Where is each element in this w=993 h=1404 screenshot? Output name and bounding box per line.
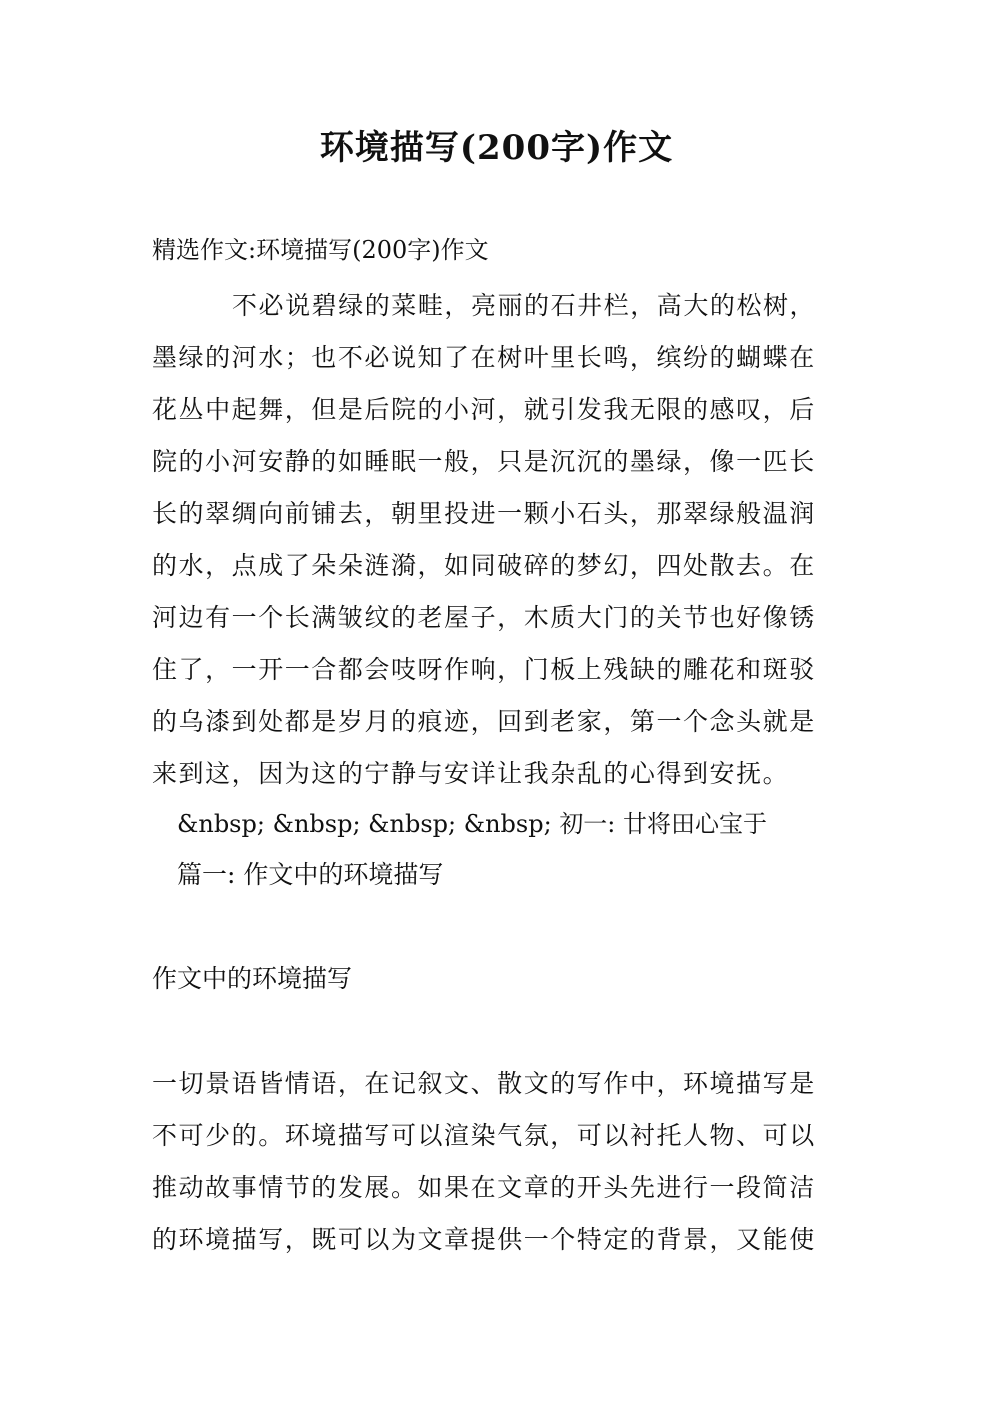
paragraph1-line: 墨绿的河水；也不必说知了在树叶里长鸣，缤纷的蝴蝶在 xyxy=(152,343,816,372)
paragraph1-line: 来到这，因为这的宁静与安详让我杂乱的心得到安抚。 xyxy=(152,759,790,788)
paragraph1-line: 不必说碧绿的菜畦，亮丽的石井栏，高大的松树， xyxy=(232,291,817,320)
section-title: 作文中的环境描写 xyxy=(152,964,353,993)
section-heading: 篇一: 作文中的环境描写 xyxy=(177,860,444,889)
author-line: &nbsp; &nbsp; &nbsp; &nbsp; 初一: 廿将田心宝于 xyxy=(177,810,768,838)
paragraph2-line: 推动故事情节的发展。如果在文章的开头先进行一段简洁 xyxy=(152,1173,816,1202)
document-title: 环境描写(200字)作文 xyxy=(319,128,674,168)
paragraph1-line: 花丛中起舞，但是后院的小河，就引发我无限的感叹，后 xyxy=(152,395,816,424)
paragraph1-line: 的乌漆到处都是岁月的痕迹，回到老家，第一个念头就是 xyxy=(152,707,816,736)
paragraph1-line: 河边有一个长满皱纹的老屋子，木质大门的关节也好像锈 xyxy=(152,603,816,632)
paragraph2-line: 不可少的。环境描写可以渲染气氛，可以衬托人物、可以 xyxy=(152,1121,816,1150)
article-subtitle: 精选作文:环境描写(200字)作文 xyxy=(152,236,489,264)
paragraph2-line: 一切景语皆情语，在记叙文、散文的写作中，环境描写是 xyxy=(152,1069,816,1098)
paragraph2-line: 的环境描写，既可以为文章提供一个特定的背景，又能使 xyxy=(152,1225,816,1254)
paragraph1-line: 的水，点成了朵朵涟漪，如同破碎的梦幻，四处散去。在 xyxy=(152,551,816,580)
paragraph1-line: 住了，一开一合都会吱呀作响，门板上残缺的雕花和斑驳 xyxy=(152,655,816,684)
paragraph1-line: 院的小河安静的如睡眠一般，只是沉沉的墨绿，像一匹长 xyxy=(152,447,816,476)
paragraph1-line: 长的翠绸向前铺去，朝里投进一颗小石头，那翠绿般温润 xyxy=(152,499,816,528)
